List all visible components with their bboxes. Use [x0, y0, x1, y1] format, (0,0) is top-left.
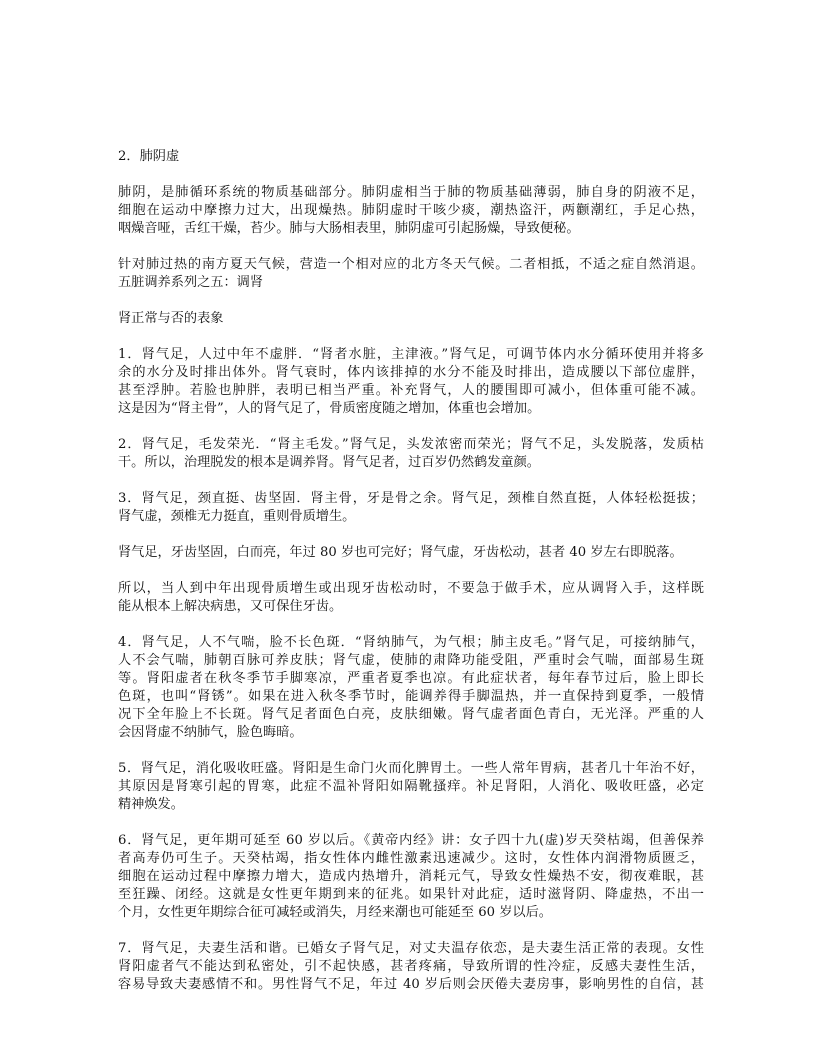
paragraph — [118, 634, 704, 742]
text-line: 人不会气喘，肺朝百脉可养皮肤；肾气虚，使肺的肃降功能受阻，严重时会气喘，面部易生斑 — [118, 653, 704, 668]
text-line: 甚至浮肿。若脸也肿胖，表明已相当严重。补充肾气，人的腰围即可减小，但体重可能不减。 — [118, 383, 704, 398]
paragraph — [118, 544, 704, 562]
paragraph — [118, 760, 704, 814]
text-line: 干。所以，治理脱发的根本是调养肾。肾气足者，过百岁仍然鹤发童颜。 — [118, 455, 540, 470]
text-line: 肾阳虚者气不能达到私密处，引不起快感，甚者疼痛，导致所谓的性冷症，反感夫妻性生活， — [118, 959, 704, 974]
text-line: 咽燥音哑，舌红干燥，苔少。肺与大肠相表里，肺阴虚可引起肠燥，导致便秘。 — [118, 221, 580, 236]
text-line: 肾正常与否的表象 — [118, 311, 224, 326]
text-line: 2．肾气足，毛发荣光．“肾主毛发。”肾气足，头发浓密而荣光；肾气不足，头发脱落，发质枯 — [118, 437, 704, 452]
paragraph — [118, 310, 704, 328]
text-line: 者高寿仍可生子。天癸枯竭，指女性体内雌性激素迅速减少。这时，女性体内润滑物质匮乏， — [118, 851, 704, 866]
text-line: 色斑，也叫“肾锈”。如果在进入秋冬季节时，能调养得手脚温热，并一直保持到夏季，一般情 — [118, 689, 704, 704]
text-line: 精神焕发。 — [118, 797, 184, 812]
text-line: 况下全年脸上不长斑。肾气足者面色白亮，皮肤细嫩。肾气虚者面色青白，无光泽。严重的人 — [118, 707, 704, 722]
text-line: 细胞在运动中摩擦力过大，出现燥热。肺阴虚时干咳少痰，潮热盗汗，两颧潮红，手足心热， — [118, 203, 704, 218]
text-line: 会因肾虚不纳肺气，脸色晦暗。 — [118, 725, 303, 740]
text-line: 针对肺过热的南方夏天气候，营造一个相对应的北方冬天气候。二者相抵，不适之症自然消退。 — [118, 257, 704, 272]
paragraph — [118, 832, 704, 922]
text-line: 容易导致夫妻感情不和。男性肾气不足，年过 40 岁后则会厌倦夫妻房事，影响男性的自信，甚 — [118, 977, 704, 992]
text-line: 余的水分及时排出体外。肾气衰时，体内该排掉的水分不能及时排出，造成腰以下部位虚胖， — [118, 365, 704, 380]
text-line: 其原因是肾寒引起的胃寒，此症不温补肾阳如隔靴搔痒。补足肾阳，人消化、吸收旺盛，必定 — [118, 779, 704, 794]
text-line: 肺阴，是肺循环系统的物质基础部分。肺阴虚相当于肺的物质基础薄弱，肺自身的阴液不足， — [118, 185, 704, 200]
text-line: 6．肾气足，更年期可延至 60 岁以后。《黄帝内经》讲：女子四十九(虚)岁天癸枯竭，但善保养 — [118, 833, 704, 848]
text-line: 至狂躁、闭经。这就是女性更年期到来的征兆。如果针对此症，适时滋肾阴、降虚热，不出一 — [118, 887, 704, 902]
text-line: 肾气虚，颈椎无力挺直，重则骨质增生。 — [118, 509, 356, 524]
text-line: 等。肾阳虚者在秋冬季节手脚寒凉，严重者夏季也凉。有此症状者，每年春节过后，脸上即长 — [118, 671, 704, 686]
paragraph — [118, 580, 704, 616]
paragraph — [118, 940, 704, 994]
text-line: 7．肾气足，夫妻生活和谐。已婚女子肾气足，对丈夫温存依恋，是夫妻生活正常的表现。女性 — [118, 941, 704, 956]
text-line: 1．肾气足，人过中年不虚胖．“肾者水脏，主津液。”肾气足，可调节体内水分循环使用并将多 — [118, 347, 704, 362]
text-line: 能从根本上解决病患，又可保住牙齿。 — [118, 599, 343, 614]
paragraph — [118, 184, 704, 238]
text-line: 4．肾气足，人不气喘，脸不长色斑．“肾纳肺气，为气根；肺主皮毛。”肾气足，可接纳肺气， — [118, 635, 704, 650]
text-line: 细胞在运动过程中摩擦力增大，造成内热增升，消耗元气，导致女性燥热不安，彻夜难眠，甚 — [118, 869, 704, 884]
text-line: 2．肺阴虚 — [118, 149, 180, 164]
paragraph — [118, 436, 704, 472]
paragraph — [118, 256, 704, 292]
paragraph — [118, 148, 704, 166]
text-line: 个月，女性更年期综合征可减轻或消失，月经来潮也可能延至 60 岁以后。 — [118, 905, 552, 920]
paragraph — [118, 346, 704, 418]
text-line: 这是因为“肾主骨”，人的肾气足了，骨质密度随之增加，体重也会增加。 — [118, 401, 541, 416]
text-line: 五脏调养系列之五：调肾 — [118, 275, 264, 290]
text-line: 3．肾气足，颈直挺、齿坚固．肾主骨，牙是骨之余。肾气足，颈椎自然直挺，人体轻松挺拔； — [118, 491, 704, 506]
paragraph — [118, 490, 704, 526]
document-body — [118, 148, 704, 1012]
text-line: 肾气足，牙齿坚固，白而亮，年过 80 岁也可完好；肾气虚，牙齿松动，甚者 40 岁左右即脱落。 — [118, 545, 683, 560]
text-line: 所以，当人到中年出现骨质增生或出现牙齿松动时，不要急于做手术，应从调肾入手，这样既 — [118, 581, 704, 596]
text-line: 5．肾气足，消化吸收旺盛。肾阳是生命门火而化脾胃土。一些人常年胃病，甚者几十年治不好， — [118, 761, 704, 776]
